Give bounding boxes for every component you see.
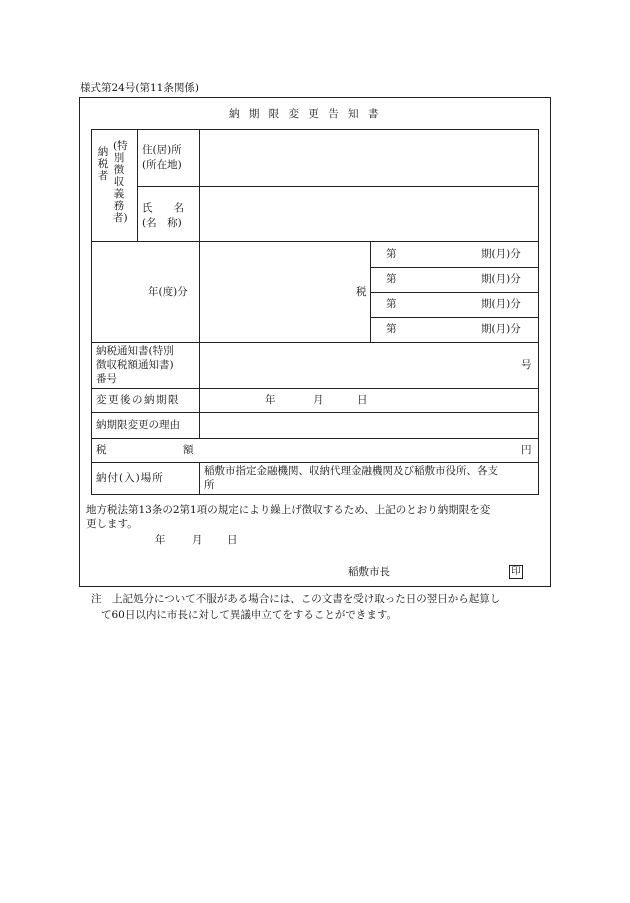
period-3-prefix: 第 <box>386 298 397 310</box>
due-date-year: 年 <box>265 394 276 406</box>
table-left-border <box>91 129 92 495</box>
form-number: 様式第24号(第11条関係) <box>80 82 199 94</box>
row-divider <box>91 438 539 439</box>
period-3-suffix: 期(月)分 <box>481 298 521 310</box>
column-divider <box>199 129 200 438</box>
issue-date-month: 月 <box>192 534 203 546</box>
period-1-prefix: 第 <box>386 248 397 260</box>
period-4-prefix: 第 <box>386 323 397 335</box>
table-bottom-border <box>91 494 539 495</box>
issue-date-year: 年 <box>155 534 166 546</box>
column-divider <box>370 241 371 343</box>
period-2-suffix: 期(月)分 <box>481 273 521 285</box>
form-title: 納 期 限 変 更 告 知 書 <box>229 108 382 120</box>
tax-amount-unit: 円 <box>521 444 532 456</box>
due-date-month: 月 <box>313 394 324 406</box>
payment-place-value-1: 稲敷市指定金融機関、収納代理金融機関及び稲敷市役所、各支 <box>204 465 498 477</box>
statement-line-1: 地方税法第13条の2第1項の規定により繰上げ徴収するため、上記のとおり納期限を変 <box>86 504 491 516</box>
notice-number-unit: 号 <box>521 359 532 371</box>
address-sublabel: (所在地) <box>142 159 182 171</box>
tax-label: 税 <box>356 286 367 298</box>
row-divider <box>91 462 539 463</box>
period-1-suffix: 期(月)分 <box>481 248 521 260</box>
row-divider <box>370 317 539 318</box>
taxpayer-label-top: 納税者 <box>97 146 109 182</box>
row-divider <box>91 412 539 413</box>
address-label: 住(居)所 <box>142 144 182 156</box>
taxpayer-label <box>97 146 109 236</box>
due-date-day: 日 <box>357 394 368 406</box>
tax-amount-label-2: 額 <box>183 444 194 456</box>
notice-number-label-1: 納税通知書(特別 <box>96 345 174 357</box>
period-4-suffix: 期(月)分 <box>481 323 521 335</box>
row-divider <box>137 186 539 187</box>
issue-date-day: 日 <box>227 534 238 546</box>
row-divider <box>91 388 539 389</box>
table-right-border <box>538 129 539 495</box>
column-divider <box>137 129 138 242</box>
new-due-date-label: 変更後の納期限 <box>96 394 180 406</box>
notice-number-label-2: 徴収税額通知書) <box>96 359 174 371</box>
issuer-name: 稲敷市長 <box>348 566 390 578</box>
statement-line-2: 更します。 <box>86 518 138 530</box>
tax-amount-label-1: 税 <box>96 444 107 456</box>
fiscal-year-label: 年(度)分 <box>148 286 188 298</box>
note-line-1: 注 上記処分について不服がある場合には、この文書を受け取った日の翌日から起算し <box>91 593 501 605</box>
name-field[interactable] <box>201 188 537 240</box>
row-divider <box>91 342 539 343</box>
notice-number-label-3: 番号 <box>96 373 117 385</box>
address-field[interactable] <box>201 131 537 185</box>
change-reason-field[interactable] <box>201 414 537 437</box>
note-line-2: て60日以内に市長に対して異議申立てをすることができます。 <box>101 609 398 621</box>
column-divider <box>199 462 200 495</box>
row-divider <box>370 292 539 293</box>
seal-box: 印 <box>509 565 523 579</box>
name-label: 氏 名 <box>142 202 184 214</box>
change-reason-label: 納期限変更の理由 <box>96 419 180 431</box>
row-divider <box>370 267 539 268</box>
row-divider <box>91 241 539 242</box>
payment-place-value-2: 所 <box>204 479 215 491</box>
table-top-border <box>91 129 539 130</box>
payment-place-label: 納付(入)場所 <box>96 472 164 484</box>
period-2-prefix: 第 <box>386 273 397 285</box>
name-sublabel: (名 称) <box>142 217 182 229</box>
special-collector-label: (特別徴収義務者) <box>113 140 128 224</box>
taxpayer-label-char <box>97 146 109 158</box>
